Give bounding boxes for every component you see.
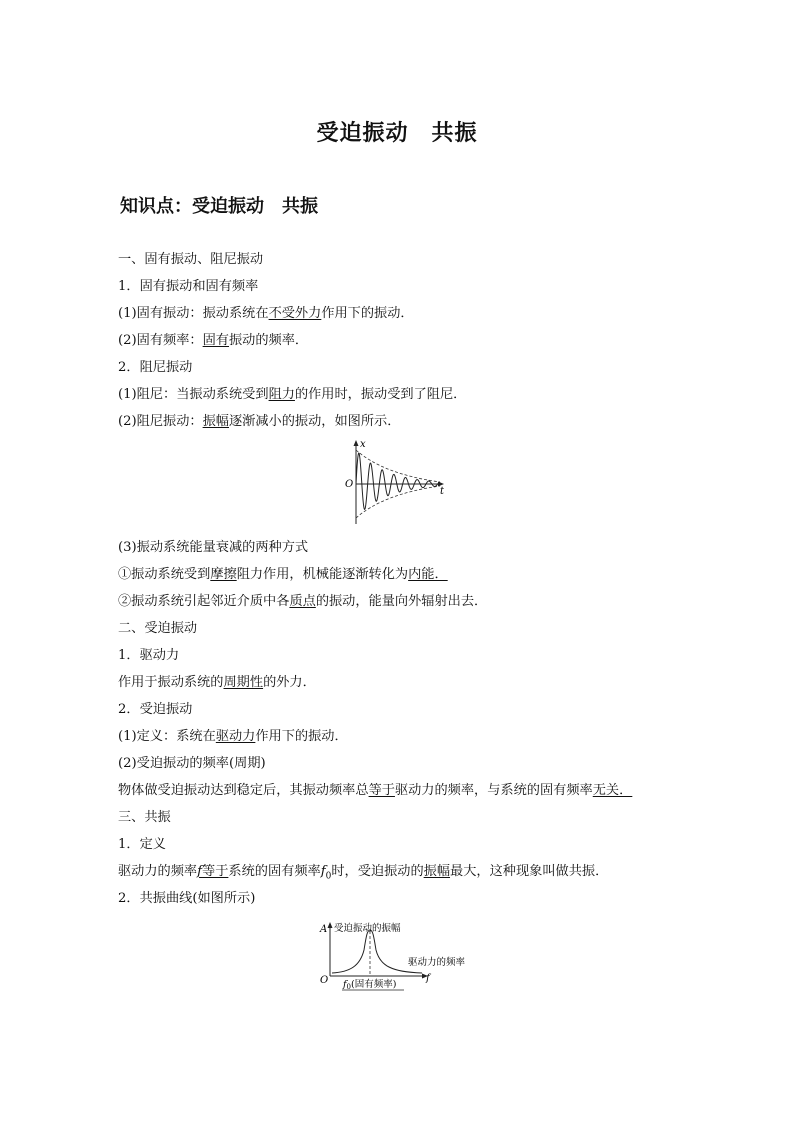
text-segment: (1)阻尼：当振动系统受到 xyxy=(118,387,269,402)
text-line xyxy=(118,387,466,403)
text-line xyxy=(118,567,448,583)
text-segment: ②振动系统引起邻近介质中各 xyxy=(118,594,290,609)
text-line xyxy=(118,594,487,610)
text-segment: 阻力作用，机械能逐渐转化为 xyxy=(236,567,409,582)
drive-frequency-label: 驱动力的频率 xyxy=(408,957,466,968)
text-segment: (2)固有频率： xyxy=(118,333,203,348)
origin-label: O xyxy=(345,479,354,490)
a-axis-label: A xyxy=(320,924,328,935)
resonance-curve-figure xyxy=(316,918,486,993)
text-segment: (2)阻尼振动： xyxy=(118,414,203,429)
text-line xyxy=(118,864,608,885)
text-segment: ①振动系统受到 xyxy=(118,567,211,582)
text-segment: 最大，这种现象叫做共振． xyxy=(450,864,609,879)
underlined-term: 等于 xyxy=(202,864,229,879)
text-segment: 作用下的振动． xyxy=(321,306,414,321)
text-line xyxy=(118,648,179,664)
text-segment: (3)振动系统能量衰减的两种方式 xyxy=(118,540,309,555)
f0-label: $f_0$(固有频率) xyxy=(343,979,397,991)
text-line xyxy=(118,702,192,718)
underlined-term: 固有 xyxy=(202,333,229,348)
page-title: 受迫振动 共振 xyxy=(316,121,478,146)
amplitude-label: 受迫振动的振幅 xyxy=(334,923,401,934)
text-segment: 2．共振曲线(如图所示) xyxy=(118,891,256,906)
text-segment: 1．驱动力 xyxy=(118,648,180,663)
underlined-term: 不受外力 xyxy=(268,306,322,321)
text-segment: 的振动，能量向外辐射出去． xyxy=(315,594,488,609)
x-axis-arrow-icon xyxy=(354,440,359,446)
text-line xyxy=(118,783,632,799)
section-title: 知识点：受迫振动 共振 xyxy=(120,196,318,217)
text-segment: (1)固有振动：振动系统在 xyxy=(118,306,269,321)
lower-envelope xyxy=(356,486,440,518)
damped-wave xyxy=(356,453,440,509)
underlined-term: 周期性 xyxy=(223,675,264,690)
text-line xyxy=(118,252,263,268)
text-segment: (2)受迫振动的频率(周期) xyxy=(118,756,266,771)
underlined-term: 内能． xyxy=(408,567,448,582)
text-line xyxy=(118,756,266,772)
text-segment: 1．定义 xyxy=(118,837,166,852)
text-segment: 驱动力的频率 xyxy=(118,864,198,879)
text-segment: 三、共振 xyxy=(118,810,171,825)
text-line xyxy=(118,675,316,691)
text-line xyxy=(118,306,414,322)
text-segment: (1)定义：系统在 xyxy=(118,729,216,744)
damped-oscillation-figure xyxy=(338,438,450,528)
text-segment: 二、受迫振动 xyxy=(118,621,198,636)
x-axis-label: x xyxy=(360,439,366,450)
text-line xyxy=(118,279,258,295)
underlined-term: 质点 xyxy=(289,594,316,609)
underlined-term: 等于 xyxy=(368,783,395,798)
text-segment: 的作用时，振动受到了阻尼． xyxy=(294,387,467,402)
text-segment: f xyxy=(320,864,326,879)
text-segment: 系统的固有频率 xyxy=(228,864,321,879)
text-segment: 作用下的振动． xyxy=(255,729,348,744)
text-segment: 振动的频率． xyxy=(229,333,309,348)
text-segment: 时，受迫振动的 xyxy=(331,864,424,879)
text-line xyxy=(118,360,192,376)
text-segment: 作用于振动系统的 xyxy=(118,675,224,690)
underlined-term: 阻力 xyxy=(268,387,295,402)
text-segment: 一、固有振动、阻尼振动 xyxy=(118,252,264,267)
text-segment: 2．受迫振动 xyxy=(118,702,193,717)
text-line xyxy=(118,414,400,430)
a-axis-arrow-icon xyxy=(328,922,333,928)
text-line xyxy=(118,540,308,556)
underlined-term: 无关． xyxy=(592,783,633,798)
underlined-term: 驱动力 xyxy=(215,729,256,744)
text-line xyxy=(118,621,197,637)
text-line xyxy=(118,837,166,853)
text-line xyxy=(118,333,308,349)
text-segment: 物体做受迫振动达到稳定后，其振动频率总 xyxy=(118,783,369,798)
underlined-term: f xyxy=(197,864,203,879)
text-segment: 的外力． xyxy=(263,675,316,690)
underlined-term: 振幅 xyxy=(423,864,451,879)
text-segment: 2．阻尼振动 xyxy=(118,360,193,375)
text-segment: 1．固有振动和固有频率 xyxy=(118,279,259,294)
origin-label: O xyxy=(320,975,329,986)
text-line xyxy=(118,729,348,745)
underlined-term: 振幅 xyxy=(202,414,229,429)
text-line xyxy=(118,891,255,907)
f-axis-label: f xyxy=(426,973,430,984)
t-axis-label: t xyxy=(440,486,445,497)
text-line xyxy=(118,810,171,826)
text-segment: 逐渐减小的振动，如图所示． xyxy=(229,414,401,429)
underlined-term: 摩擦 xyxy=(210,567,237,582)
text-segment: 驱动力的频率，与系统的固有频率 xyxy=(394,783,593,798)
text-segment: 0 xyxy=(325,871,332,882)
